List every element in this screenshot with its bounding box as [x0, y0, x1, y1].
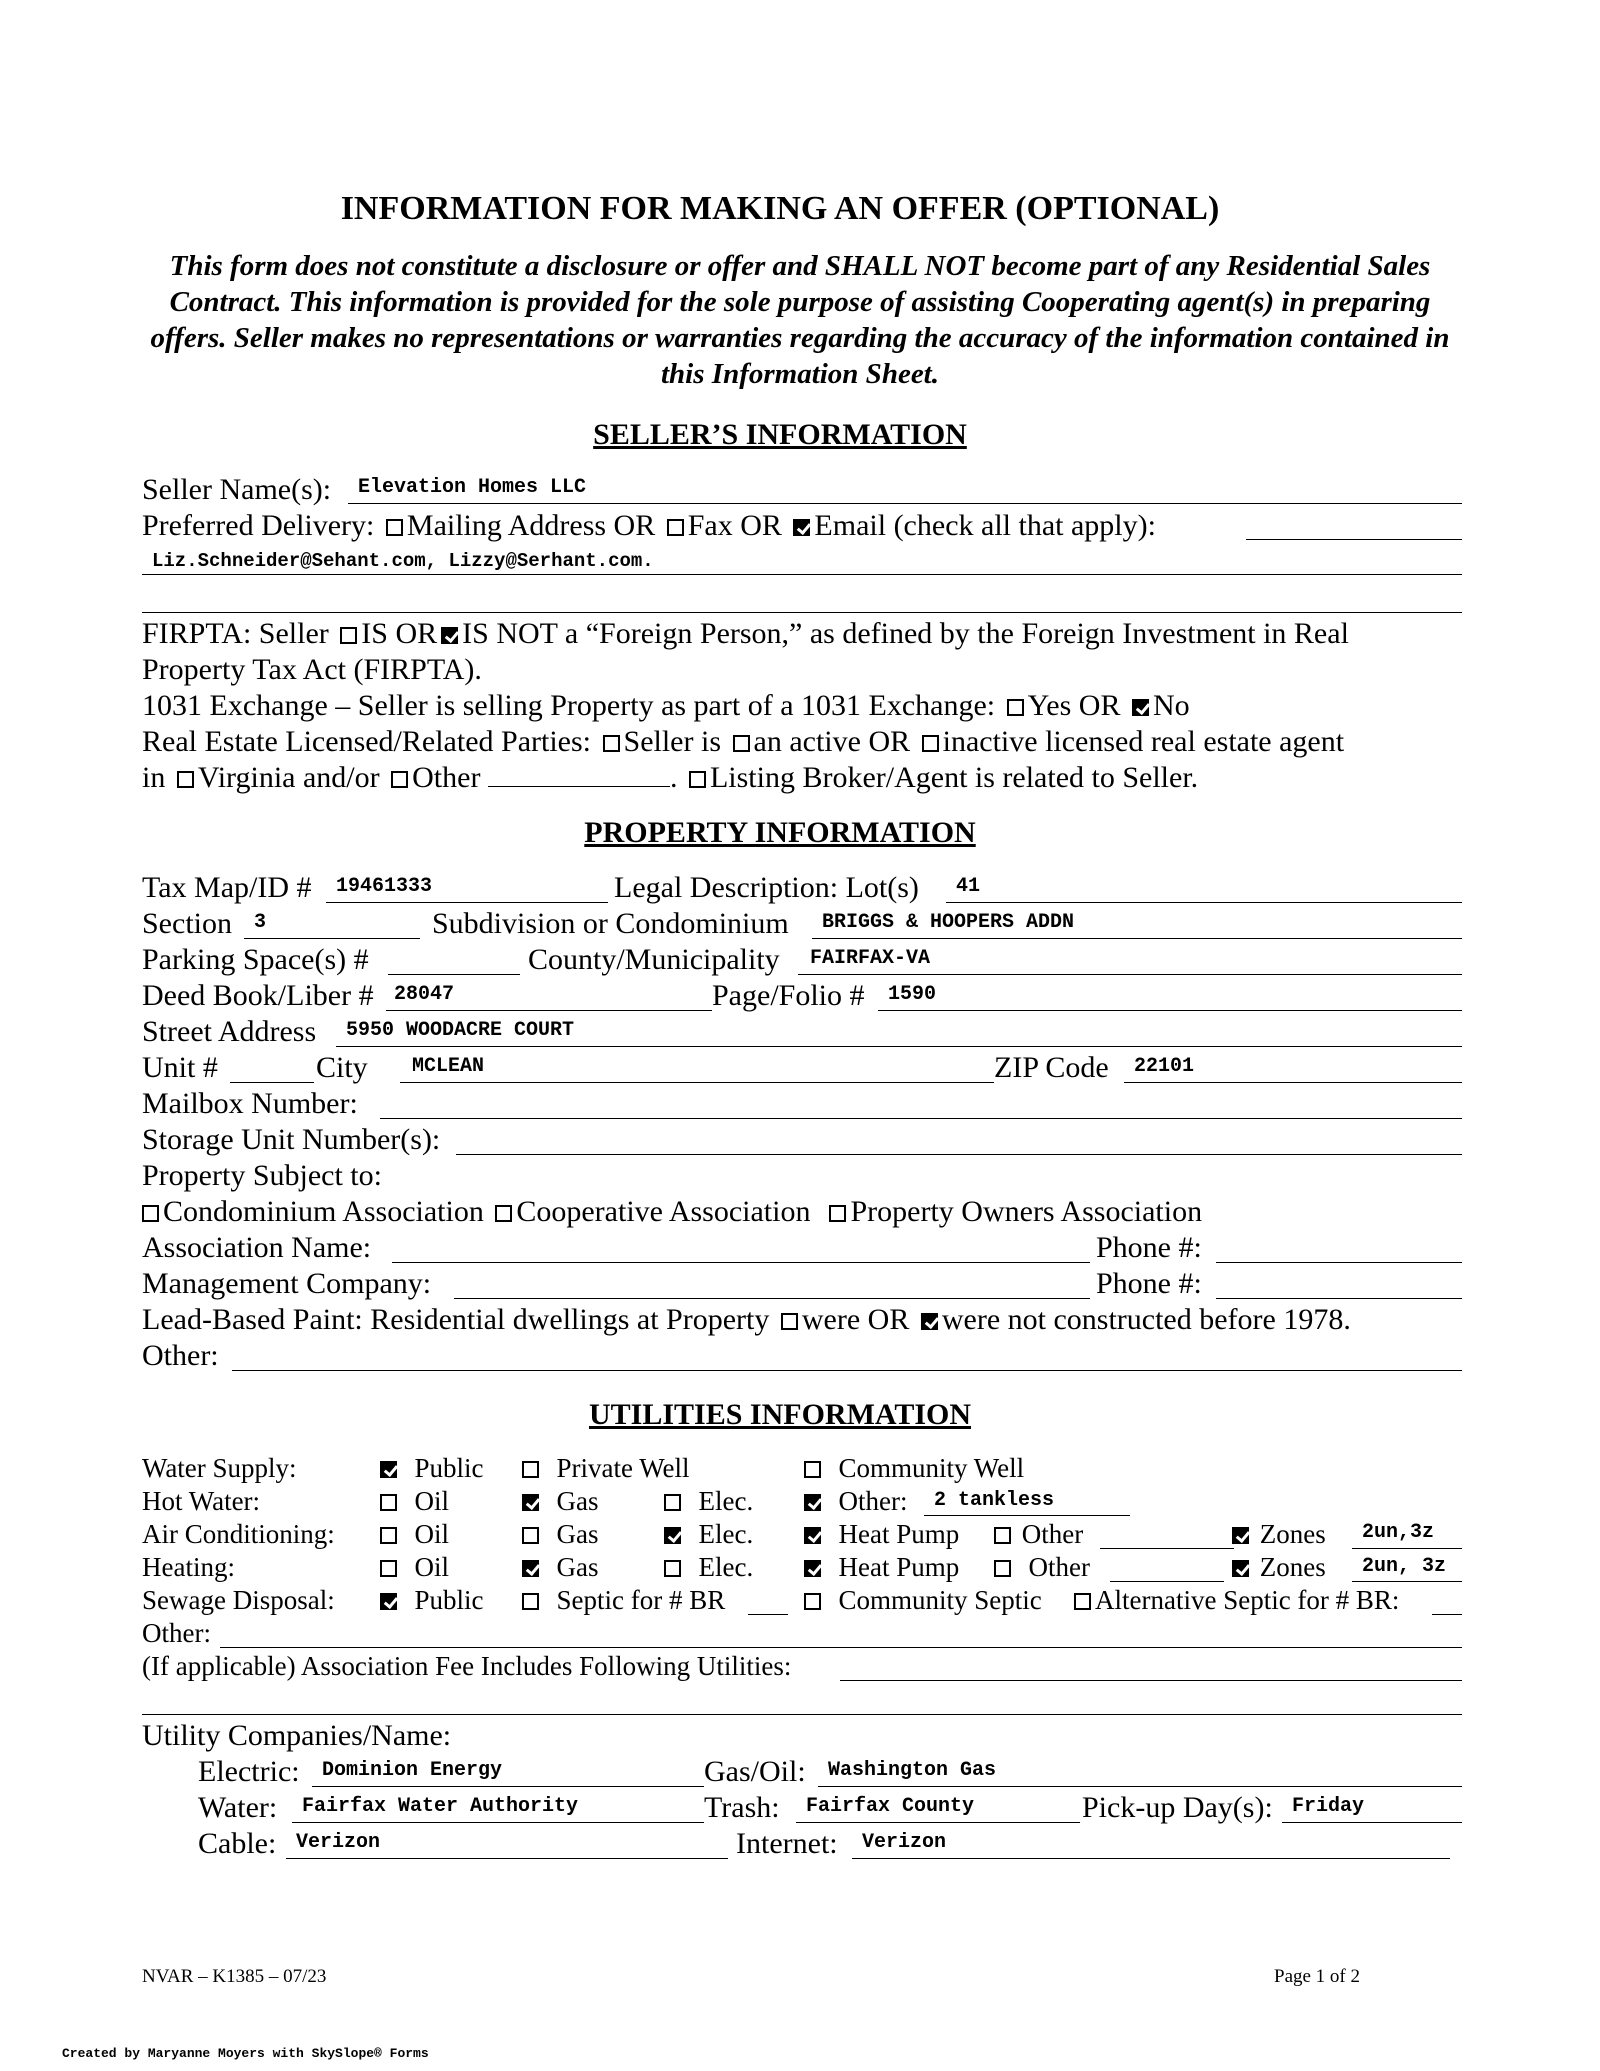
lead-paint-row: [142, 1302, 1351, 1338]
lead-were-not-label: were not constructed before 1978.: [941, 1303, 1351, 1336]
pickup-field[interactable]: [1282, 1822, 1462, 1823]
in-label: in: [142, 761, 166, 794]
unit-field[interactable]: [230, 1082, 314, 1083]
real-estate-row: [142, 724, 1344, 760]
mailbox-field[interactable]: [380, 1118, 1462, 1119]
ac-heatpump-label: Heat Pump: [838, 1519, 960, 1549]
ws-community-opt: [800, 1452, 1024, 1484]
ht-heatpump-label: Heat Pump: [838, 1552, 960, 1582]
virginia-checkbox[interactable]: [177, 771, 194, 788]
sw-community-label: Community Septic: [838, 1585, 1042, 1615]
subdivision-field[interactable]: [812, 938, 1462, 939]
firpta-is-not-checkbox[interactable]: [441, 627, 458, 644]
inactive-agent-label: inactive licensed real estate agent: [942, 725, 1345, 758]
property-other-field[interactable]: [232, 1370, 1462, 1371]
taxmap-field[interactable]: [326, 902, 608, 903]
delivery-extra-field[interactable]: [1246, 539, 1462, 540]
city-label: City: [316, 1051, 368, 1084]
association-type-row: [138, 1194, 1202, 1230]
exchange-row: [142, 688, 1190, 724]
ac-heatpump-checkbox[interactable]: [804, 1527, 821, 1544]
exchange-no-checkbox[interactable]: [1132, 699, 1149, 716]
ht-other-opt: [990, 1551, 1090, 1583]
ws-public-checkbox[interactable]: [380, 1461, 397, 1478]
ws-community-label: Community Well: [838, 1453, 1025, 1483]
other-state-checkbox[interactable]: [391, 771, 408, 788]
firpta-row: [142, 616, 1349, 652]
utilities-other-field[interactable]: [220, 1647, 1462, 1648]
ac-heatpump-opt: [800, 1518, 959, 1550]
electric-field[interactable]: [312, 1786, 704, 1787]
zip-value: 22101: [1134, 1055, 1195, 1078]
section-label: Section: [142, 907, 232, 940]
assoc-fee-label: (If applicable) Association Fee Includes Following Utilities:: [142, 1651, 792, 1681]
ws-public-label: Public: [414, 1453, 484, 1483]
coop-assoc-checkbox[interactable]: [495, 1205, 512, 1222]
ac-oil-opt: [376, 1518, 449, 1550]
gasoil-label: Gas/Oil:: [704, 1755, 806, 1788]
section-heading-utilities: UTILITIES INFORMATION: [588, 1398, 972, 1431]
mailbox-label: Mailbox Number:: [142, 1087, 358, 1120]
firpta-is-label: IS OR: [361, 617, 438, 650]
ws-community-checkbox[interactable]: [804, 1461, 821, 1478]
sw-septic-label: Septic for # BR: [556, 1585, 726, 1615]
ws-public-opt: [376, 1452, 484, 1484]
air-conditioning-label: Air Conditioning:: [142, 1519, 335, 1549]
other-state-field[interactable]: [488, 762, 670, 787]
ht-zones-field[interactable]: [1352, 1581, 1462, 1582]
ac-elec-checkbox[interactable]: [664, 1527, 681, 1544]
hw-other-value: 2 tankless: [934, 1489, 1055, 1512]
ac-oil-checkbox[interactable]: [380, 1527, 397, 1544]
firpta-is-checkbox[interactable]: [340, 627, 357, 644]
water-field[interactable]: [292, 1822, 704, 1823]
ht-elec-label: Elec.: [698, 1552, 754, 1582]
real-estate-row2: in Virginia and/or Other . Listing Broker/Agent is related to Seller.: [142, 761, 1199, 794]
seller-name-value: Elevation Homes LLC: [358, 476, 587, 499]
mgmt-label: Management Company:: [142, 1267, 432, 1300]
page-number: Page 1 of 2: [1274, 1966, 1361, 1987]
ac-zones-value: 2un,3z: [1362, 1521, 1435, 1544]
ht-elec-checkbox[interactable]: [664, 1560, 681, 1577]
sw-public-label: Public: [414, 1585, 484, 1615]
seller-name-label: Seller Name(s):: [142, 473, 332, 506]
sw-community-checkbox[interactable]: [804, 1593, 821, 1610]
sw-alt-opt: [1070, 1584, 1399, 1616]
unit-label: Unit #: [142, 1051, 218, 1084]
water-value: Fairfax Water Authority: [302, 1795, 579, 1818]
virginia-label: Virginia and/or: [197, 761, 380, 794]
sw-alt-label: Alternative Septic for # BR:: [1095, 1585, 1400, 1615]
utility-companies-label: Utility Companies/Name:: [142, 1719, 452, 1752]
ac-other-opt: [990, 1518, 1083, 1550]
hot-water-label: Hot Water:: [142, 1486, 261, 1516]
section-value: 3: [254, 911, 267, 934]
legal-label: Legal Description: Lot(s): [614, 871, 919, 904]
ht-zones-label: Zones: [1259, 1552, 1326, 1582]
assoc-phone-label: Phone #:: [1096, 1231, 1202, 1264]
property-other-label: Other:: [142, 1339, 219, 1372]
zip-field[interactable]: [1124, 1082, 1462, 1083]
ht-other-label: Other: [1028, 1552, 1090, 1582]
legal-value: 41: [956, 875, 981, 898]
trash-label: Trash:: [704, 1791, 780, 1824]
ws-private-checkbox[interactable]: [522, 1461, 539, 1478]
section-field[interactable]: [244, 938, 420, 939]
hw-elec-checkbox[interactable]: [664, 1494, 681, 1511]
water-supply-label: Water Supply:: [142, 1453, 297, 1483]
disclaimer: This form does not constitute a disclosure or offer and SHALL NOT become part of any Residential Sales Contract. This information is provided for the sole purpose of assisting Cooperating agent(s) in preparing offers. Seller makes no representations or warranties regarding the accuracy of the information contained in this Information Sheet.: [150, 250, 1450, 390]
ac-zones-opt: [1228, 1518, 1326, 1550]
utilities-other-label: Other:: [142, 1618, 211, 1648]
cable-field[interactable]: [286, 1858, 728, 1859]
subject-to-label: Property Subject to:: [142, 1159, 382, 1192]
ht-oil-checkbox[interactable]: [380, 1560, 397, 1577]
sw-public-opt: [376, 1584, 484, 1616]
ac-oil-label: Oil: [414, 1519, 450, 1549]
heating-label: Heating:: [142, 1552, 235, 1582]
email-checkbox[interactable]: [793, 519, 810, 536]
ht-zones-checkbox[interactable]: [1232, 1560, 1249, 1577]
real-estate-label: Real Estate Licensed/Related Parties:: [142, 725, 592, 758]
water-label: Water:: [198, 1791, 278, 1824]
hw-oil-opt: [376, 1485, 449, 1517]
internet-label: Internet:: [736, 1827, 838, 1860]
listing-related-label: Listing Broker/Agent is related to Seller.: [709, 761, 1199, 794]
ht-gas-opt: [518, 1551, 599, 1583]
county-field[interactable]: [798, 974, 1462, 975]
lead-were-checkbox[interactable]: [781, 1313, 798, 1330]
sw-community-opt: [800, 1584, 1042, 1616]
ac-zones-checkbox[interactable]: [1232, 1527, 1249, 1544]
sw-alt-checkbox[interactable]: [1074, 1593, 1091, 1610]
legal-field[interactable]: [946, 902, 1462, 903]
ac-other-label: Other: [1021, 1519, 1084, 1549]
firpta-label: FIRPTA: Seller: [142, 617, 329, 650]
exchange-yes-checkbox[interactable]: [1007, 699, 1024, 716]
condo-assoc-label: Condominium Association: [163, 1195, 484, 1228]
hw-other-opt: [800, 1485, 907, 1517]
ht-zones-value: 2un, 3z: [1362, 1555, 1447, 1578]
ac-gas-checkbox[interactable]: [522, 1527, 539, 1544]
subdivision-label: Subdivision or Condominium: [432, 907, 789, 940]
zip-label: ZIP Code: [994, 1051, 1109, 1084]
electric-value: Dominion Energy: [322, 1759, 503, 1782]
ws-private-label: Private Well: [556, 1453, 690, 1483]
sw-alt-field[interactable]: [1432, 1614, 1462, 1615]
lead-paint-label: Lead-Based Paint: Residential dwellings at Property: [142, 1303, 770, 1336]
storage-label: Storage Unit Number(s):: [142, 1123, 441, 1156]
preferred-delivery-row: [142, 508, 1156, 544]
internet-field[interactable]: [852, 1858, 1450, 1859]
city-field[interactable]: [400, 1082, 994, 1083]
delivery-blank-line[interactable]: [142, 612, 1462, 613]
poa-checkbox[interactable]: [829, 1205, 846, 1222]
county-label: County/Municipality: [528, 943, 780, 976]
ht-oil-label: Oil: [414, 1552, 450, 1582]
lead-were-not-checkbox[interactable]: [921, 1313, 938, 1330]
ac-gas-opt: [518, 1518, 599, 1550]
mgmt-phone-label: Phone #:: [1096, 1267, 1202, 1300]
internet-value: Verizon: [862, 1831, 947, 1854]
form-id: NVAR – K1385 – 07/23: [142, 1966, 327, 1987]
seller-is-label: Seller is: [623, 725, 722, 758]
mailing-option-label: Mailing Address OR: [406, 509, 656, 542]
email-option-label: Email (check all that apply):: [814, 509, 1156, 542]
form-title: INFORMATION FOR MAKING AN OFFER (OPTIONAL): [340, 190, 1220, 227]
condo-assoc-checkbox[interactable]: [142, 1205, 159, 1222]
exchange-no-label: No: [1152, 689, 1190, 722]
hw-other-checkbox[interactable]: [804, 1494, 821, 1511]
exchange-yes-label: Yes OR: [1027, 689, 1121, 722]
seller-name-field[interactable]: [348, 503, 1462, 504]
hw-other-field[interactable]: [924, 1515, 1130, 1516]
trash-field[interactable]: [796, 1822, 1080, 1823]
seller-is-checkbox[interactable]: [603, 735, 620, 752]
section-heading-seller: SELLER’S INFORMATION: [593, 418, 967, 451]
ht-other-checkbox[interactable]: [994, 1560, 1011, 1577]
ht-zones-opt: [1228, 1551, 1326, 1583]
firpta-is-not-text: IS NOT a “Foreign Person,” as defined by the Foreign Investment in Real: [462, 617, 1349, 650]
pickup-label: Pick-up Day(s):: [1082, 1791, 1273, 1824]
street-label: Street Address: [142, 1015, 317, 1048]
county-value: FAIRFAX-VA: [810, 947, 931, 970]
exchange-label: 1031 Exchange – Seller is selling Property as part of a 1031 Exchange:: [142, 689, 996, 722]
trash-value: Fairfax County: [806, 1795, 975, 1818]
subdivision-value: BRIGGS & HOOPERS ADDN: [822, 911, 1075, 934]
ht-gas-label: Gas: [556, 1552, 599, 1582]
email-value: Liz.Schneider@Sehant.com, Lizzy@Serhant.com.: [152, 550, 654, 572]
assoc-name-label: Association Name:: [142, 1231, 372, 1264]
sw-septic-checkbox[interactable]: [522, 1593, 539, 1610]
section-heading-property: PROPERTY INFORMATION: [584, 816, 976, 849]
ht-oil-opt: [376, 1551, 449, 1583]
hw-oil-label: Oil: [414, 1486, 450, 1516]
ac-other-checkbox[interactable]: [994, 1527, 1011, 1544]
ws-private-opt: [518, 1452, 690, 1484]
assoc-phone-field[interactable]: [1216, 1262, 1462, 1263]
deed-value: 28047: [394, 983, 455, 1006]
taxmap-value: 19461333: [336, 875, 433, 898]
coop-assoc-label: Cooperative Association: [516, 1195, 811, 1228]
hw-gas-opt: [518, 1485, 599, 1517]
page-folio-value: 1590: [888, 983, 937, 1006]
listing-related-checkbox[interactable]: [689, 771, 706, 788]
firpta-line2: Property Tax Act (FIRPTA).: [142, 653, 482, 686]
mgmt-field[interactable]: [454, 1298, 1090, 1299]
hw-oil-checkbox[interactable]: [380, 1494, 397, 1511]
gasoil-value: Washington Gas: [828, 1759, 997, 1782]
assoc-fee-field[interactable]: [840, 1680, 1462, 1681]
hw-elec-opt: [660, 1485, 753, 1517]
pickup-value: Friday: [1292, 1795, 1365, 1818]
hw-other-label: Other:: [838, 1486, 908, 1516]
ht-other-field[interactable]: [1110, 1581, 1224, 1582]
storage-field[interactable]: [456, 1154, 1462, 1155]
preferred-delivery-label: Preferred Delivery:: [142, 509, 375, 542]
ac-gas-label: Gas: [556, 1519, 599, 1549]
assoc-name-field[interactable]: [392, 1262, 1090, 1263]
mailing-checkbox[interactable]: [386, 519, 403, 536]
ac-elec-label: Elec.: [698, 1519, 754, 1549]
street-field[interactable]: [336, 1046, 1462, 1047]
inactive-agent-checkbox[interactable]: [922, 735, 939, 752]
hw-gas-label: Gas: [556, 1486, 599, 1516]
assoc-fee-line2[interactable]: [142, 1714, 1462, 1715]
ht-heatpump-checkbox[interactable]: [804, 1560, 821, 1577]
fax-checkbox[interactable]: [667, 519, 684, 536]
other-state-label: Other: [412, 761, 481, 794]
sw-public-checkbox[interactable]: [380, 1593, 397, 1610]
gasoil-field[interactable]: [818, 1786, 1462, 1787]
hw-gas-checkbox[interactable]: [522, 1494, 539, 1511]
created-by: Created by Maryanne Moyers with SkySlope® Forms: [62, 2046, 429, 2061]
hw-elec-label: Elec.: [698, 1486, 754, 1516]
parking-field[interactable]: [388, 974, 520, 975]
deed-label: Deed Book/Liber #: [142, 979, 374, 1012]
ht-gas-checkbox[interactable]: [522, 1560, 539, 1577]
cable-value: Verizon: [296, 1831, 381, 1854]
active-agent-label: an active OR: [753, 725, 911, 758]
sw-septic-field[interactable]: [748, 1614, 788, 1615]
ac-other-field[interactable]: [1100, 1548, 1234, 1549]
ac-elec-opt: [660, 1518, 753, 1550]
parking-label: Parking Space(s) #: [142, 943, 369, 976]
email-field[interactable]: [142, 574, 1462, 575]
city-value: MCLEAN: [412, 1055, 485, 1078]
mgmt-phone-field[interactable]: [1216, 1298, 1462, 1299]
ht-heatpump-opt: [800, 1551, 959, 1583]
ht-elec-opt: [660, 1551, 753, 1583]
street-value: 5950 WOODACRE COURT: [346, 1019, 575, 1042]
sewage-label: Sewage Disposal:: [142, 1585, 335, 1615]
ac-zones-label: Zones: [1259, 1519, 1326, 1549]
page-folio-label: Page/Folio #: [712, 979, 865, 1012]
taxmap-label: Tax Map/ID #: [142, 871, 312, 904]
page-folio-field[interactable]: [878, 1010, 1462, 1011]
sw-septic-opt: [518, 1584, 725, 1616]
poa-label: Property Owners Association: [850, 1195, 1203, 1228]
deed-field[interactable]: [386, 1010, 712, 1011]
active-agent-checkbox[interactable]: [733, 735, 750, 752]
lead-were-label: were OR: [801, 1303, 910, 1336]
cable-label: Cable:: [198, 1827, 277, 1860]
electric-label: Electric:: [198, 1755, 300, 1788]
ac-zones-field[interactable]: [1352, 1548, 1462, 1549]
fax-option-label: Fax OR: [687, 509, 782, 542]
